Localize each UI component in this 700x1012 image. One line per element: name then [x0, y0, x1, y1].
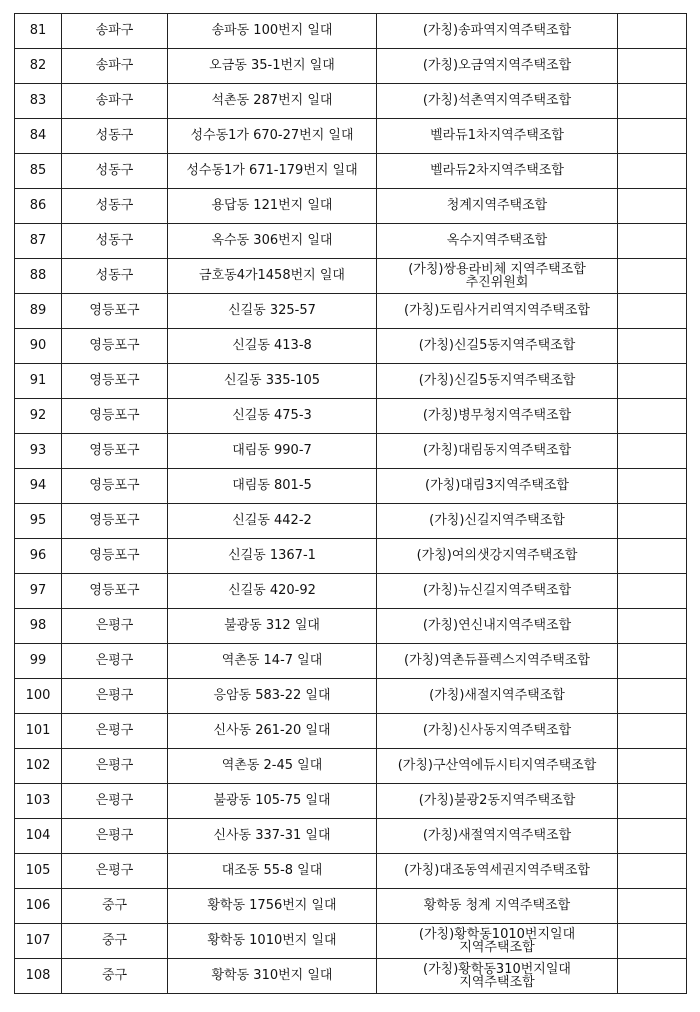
association-name [377, 49, 618, 84]
address: 신사동 337-31 일대 [168, 819, 377, 854]
table-row [15, 819, 687, 854]
note [618, 784, 687, 819]
association-name-text: (가칭)병무청지역주택조합 [422, 408, 572, 423]
address: 신길동 335-105 [168, 364, 377, 399]
association-name [377, 154, 618, 189]
association-name-text: (가칭)연신내지역주택조합 [422, 618, 572, 633]
row-number: 94 [15, 469, 62, 504]
note [618, 434, 687, 469]
district: 은평구 [62, 679, 168, 714]
note [618, 154, 687, 189]
association-name [377, 924, 618, 959]
table-row [15, 504, 687, 539]
association-name-text: (가칭)역촌듀플렉스지역주택조합 [404, 653, 590, 668]
note [618, 14, 687, 49]
association-name [377, 469, 618, 504]
address: 대림동 801-5 [168, 469, 377, 504]
note [618, 749, 687, 784]
note [618, 959, 687, 994]
row-number: 98 [15, 609, 62, 644]
note [618, 294, 687, 329]
district: 은평구 [62, 784, 168, 819]
address: 신길동 325-57 [168, 294, 377, 329]
association-name [377, 504, 618, 539]
district: 은평구 [62, 749, 168, 784]
association-name-text: (가칭)대림3지역주택조합 [425, 478, 569, 493]
table-row [15, 784, 687, 819]
address: 석촌동 287번지 일대 [168, 84, 377, 119]
association-name [377, 84, 618, 119]
note [618, 399, 687, 434]
address: 역촌동 2-45 일대 [168, 749, 377, 784]
association-name [377, 609, 618, 644]
address: 황학동 1010번지 일대 [168, 924, 377, 959]
housing-association-table [14, 13, 687, 994]
association-name-text: 옥수지역주택조합 [446, 233, 548, 248]
association-name-text: (가칭)석촌역지역주택조합 [422, 93, 572, 108]
district: 영등포구 [62, 364, 168, 399]
district: 영등포구 [62, 539, 168, 574]
district: 은평구 [62, 609, 168, 644]
note [618, 189, 687, 224]
district: 성동구 [62, 154, 168, 189]
association-name-text: (가칭)신길5동지역주택조합 [418, 338, 576, 353]
address: 불광동 312 일대 [168, 609, 377, 644]
table-row [15, 714, 687, 749]
note [618, 644, 687, 679]
note [618, 259, 687, 294]
row-number: 105 [15, 854, 62, 889]
table-row [15, 294, 687, 329]
district: 중구 [62, 924, 168, 959]
table-row [15, 119, 687, 154]
table-row [15, 539, 687, 574]
district: 영등포구 [62, 574, 168, 609]
table-row [15, 679, 687, 714]
row-number: 97 [15, 574, 62, 609]
association-name [377, 329, 618, 364]
row-number: 84 [15, 119, 62, 154]
row-number: 81 [15, 14, 62, 49]
address: 용답동 121번지 일대 [168, 189, 377, 224]
note [618, 469, 687, 504]
association-name [377, 364, 618, 399]
association-name [377, 294, 618, 329]
district: 은평구 [62, 819, 168, 854]
table-row [15, 609, 687, 644]
row-number: 86 [15, 189, 62, 224]
address: 신길동 475-3 [168, 399, 377, 434]
address: 대림동 990-7 [168, 434, 377, 469]
association-name [377, 259, 618, 294]
table-row [15, 399, 687, 434]
table-row [15, 154, 687, 189]
table-row [15, 959, 687, 994]
association-name-text: (가칭)신사동지역주택조합 [422, 723, 572, 738]
note [618, 889, 687, 924]
district: 영등포구 [62, 329, 168, 364]
row-number: 87 [15, 224, 62, 259]
district: 중구 [62, 889, 168, 924]
association-name [377, 434, 618, 469]
association-name [377, 119, 618, 154]
row-number: 106 [15, 889, 62, 924]
district: 송파구 [62, 14, 168, 49]
note [618, 924, 687, 959]
note [618, 714, 687, 749]
district: 은평구 [62, 714, 168, 749]
note [618, 119, 687, 154]
district: 영등포구 [62, 504, 168, 539]
association-name-text: (가칭)불광2동지역주택조합 [418, 793, 576, 808]
association-name-text: (가칭)새절지역주택조합 [429, 688, 565, 703]
table-row [15, 189, 687, 224]
district: 은평구 [62, 854, 168, 889]
district: 영등포구 [62, 469, 168, 504]
table-row [15, 329, 687, 364]
address: 응암동 583-22 일대 [168, 679, 377, 714]
association-name-text: (가칭)신길지역주택조합 [429, 513, 565, 528]
row-number: 101 [15, 714, 62, 749]
association-name [377, 399, 618, 434]
table-row [15, 469, 687, 504]
address: 오금동 35-1번지 일대 [168, 49, 377, 84]
row-number: 95 [15, 504, 62, 539]
note [618, 329, 687, 364]
association-name-text: (가칭)뉴신길지역주택조합 [422, 583, 572, 598]
association-name-text: (가칭)황학동1010번지일대 지역주택조합 [418, 926, 576, 955]
address: 대조동 55-8 일대 [168, 854, 377, 889]
note [618, 854, 687, 889]
association-name-text: 황학동 청계 지역주택조합 [423, 898, 571, 913]
address: 신길동 420-92 [168, 574, 377, 609]
district: 성동구 [62, 224, 168, 259]
table-row [15, 49, 687, 84]
association-name [377, 679, 618, 714]
district: 영등포구 [62, 399, 168, 434]
table-body [15, 14, 687, 994]
address: 성수동1가 670-27번지 일대 [168, 119, 377, 154]
association-name-text: (가칭)도림사거리역지역주택조합 [404, 303, 590, 318]
association-name-text: 청계지역주택조합 [446, 198, 548, 213]
note [618, 364, 687, 399]
association-name [377, 749, 618, 784]
association-name [377, 784, 618, 819]
district: 성동구 [62, 259, 168, 294]
association-name-text: (가칭)황학동310번지일대 지역주택조합 [423, 961, 571, 990]
table-row [15, 854, 687, 889]
district: 성동구 [62, 189, 168, 224]
address: 신길동 413-8 [168, 329, 377, 364]
note [618, 504, 687, 539]
district: 성동구 [62, 119, 168, 154]
association-name [377, 889, 618, 924]
association-name-text: (가칭)대림동지역주택조합 [422, 443, 572, 458]
association-name [377, 574, 618, 609]
row-number: 90 [15, 329, 62, 364]
association-name [377, 14, 618, 49]
note [618, 679, 687, 714]
row-number: 91 [15, 364, 62, 399]
note [618, 224, 687, 259]
association-name-text: (가칭)새절역지역주택조합 [422, 828, 572, 843]
address: 황학동 310번지 일대 [168, 959, 377, 994]
row-number: 89 [15, 294, 62, 329]
address: 신길동 1367-1 [168, 539, 377, 574]
association-name-text: (가칭)송파역지역주택조합 [422, 23, 572, 38]
row-number: 82 [15, 49, 62, 84]
association-name-text: 벨라듀2차지역주택조합 [430, 163, 564, 178]
row-number: 83 [15, 84, 62, 119]
address: 황학동 1756번지 일대 [168, 889, 377, 924]
note [618, 539, 687, 574]
table-row [15, 224, 687, 259]
association-name-text: (가칭)오금역지역주택조합 [422, 58, 572, 73]
association-name [377, 819, 618, 854]
district: 중구 [62, 959, 168, 994]
table-row [15, 364, 687, 399]
row-number: 96 [15, 539, 62, 574]
association-name [377, 959, 618, 994]
table-row [15, 574, 687, 609]
table-row [15, 644, 687, 679]
note [618, 84, 687, 119]
association-name-text: (가칭)신길5동지역주택조합 [418, 373, 576, 388]
address: 송파동 100번지 일대 [168, 14, 377, 49]
table-row [15, 14, 687, 49]
district: 은평구 [62, 644, 168, 679]
row-number: 100 [15, 679, 62, 714]
table-row [15, 749, 687, 784]
row-number: 88 [15, 259, 62, 294]
note [618, 609, 687, 644]
row-number: 108 [15, 959, 62, 994]
address: 금호동4가1458번지 일대 [168, 259, 377, 294]
note [618, 49, 687, 84]
district: 영등포구 [62, 294, 168, 329]
row-number: 103 [15, 784, 62, 819]
association-name-text: (가칭)구산역에듀시티지역주택조합 [397, 758, 597, 773]
association-name [377, 644, 618, 679]
row-number: 104 [15, 819, 62, 854]
association-name [377, 539, 618, 574]
address: 성수동1가 671-179번지 일대 [168, 154, 377, 189]
association-name [377, 189, 618, 224]
district: 송파구 [62, 49, 168, 84]
table-row [15, 434, 687, 469]
row-number: 99 [15, 644, 62, 679]
row-number: 92 [15, 399, 62, 434]
note [618, 819, 687, 854]
note [618, 574, 687, 609]
address: 신사동 261-20 일대 [168, 714, 377, 749]
row-number: 93 [15, 434, 62, 469]
district: 송파구 [62, 84, 168, 119]
association-name-text: (가칭)쌍용라비체 지역주택조합 추진위원회 [408, 261, 586, 290]
table-row [15, 924, 687, 959]
address: 신길동 442-2 [168, 504, 377, 539]
table-row [15, 84, 687, 119]
association-name-text: (가칭)대조동역세권지역주택조합 [404, 863, 590, 878]
table-row [15, 889, 687, 924]
row-number: 107 [15, 924, 62, 959]
address: 옥수동 306번지 일대 [168, 224, 377, 259]
table-row [15, 259, 687, 294]
association-name-text: 벨라듀1차지역주택조합 [430, 128, 564, 143]
association-name-text: (가칭)여의샛강지역주택조합 [416, 548, 578, 563]
association-name [377, 854, 618, 889]
association-name [377, 714, 618, 749]
row-number: 102 [15, 749, 62, 784]
association-name [377, 224, 618, 259]
row-number: 85 [15, 154, 62, 189]
district: 영등포구 [62, 434, 168, 469]
address: 역촌동 14-7 일대 [168, 644, 377, 679]
address: 불광동 105-75 일대 [168, 784, 377, 819]
